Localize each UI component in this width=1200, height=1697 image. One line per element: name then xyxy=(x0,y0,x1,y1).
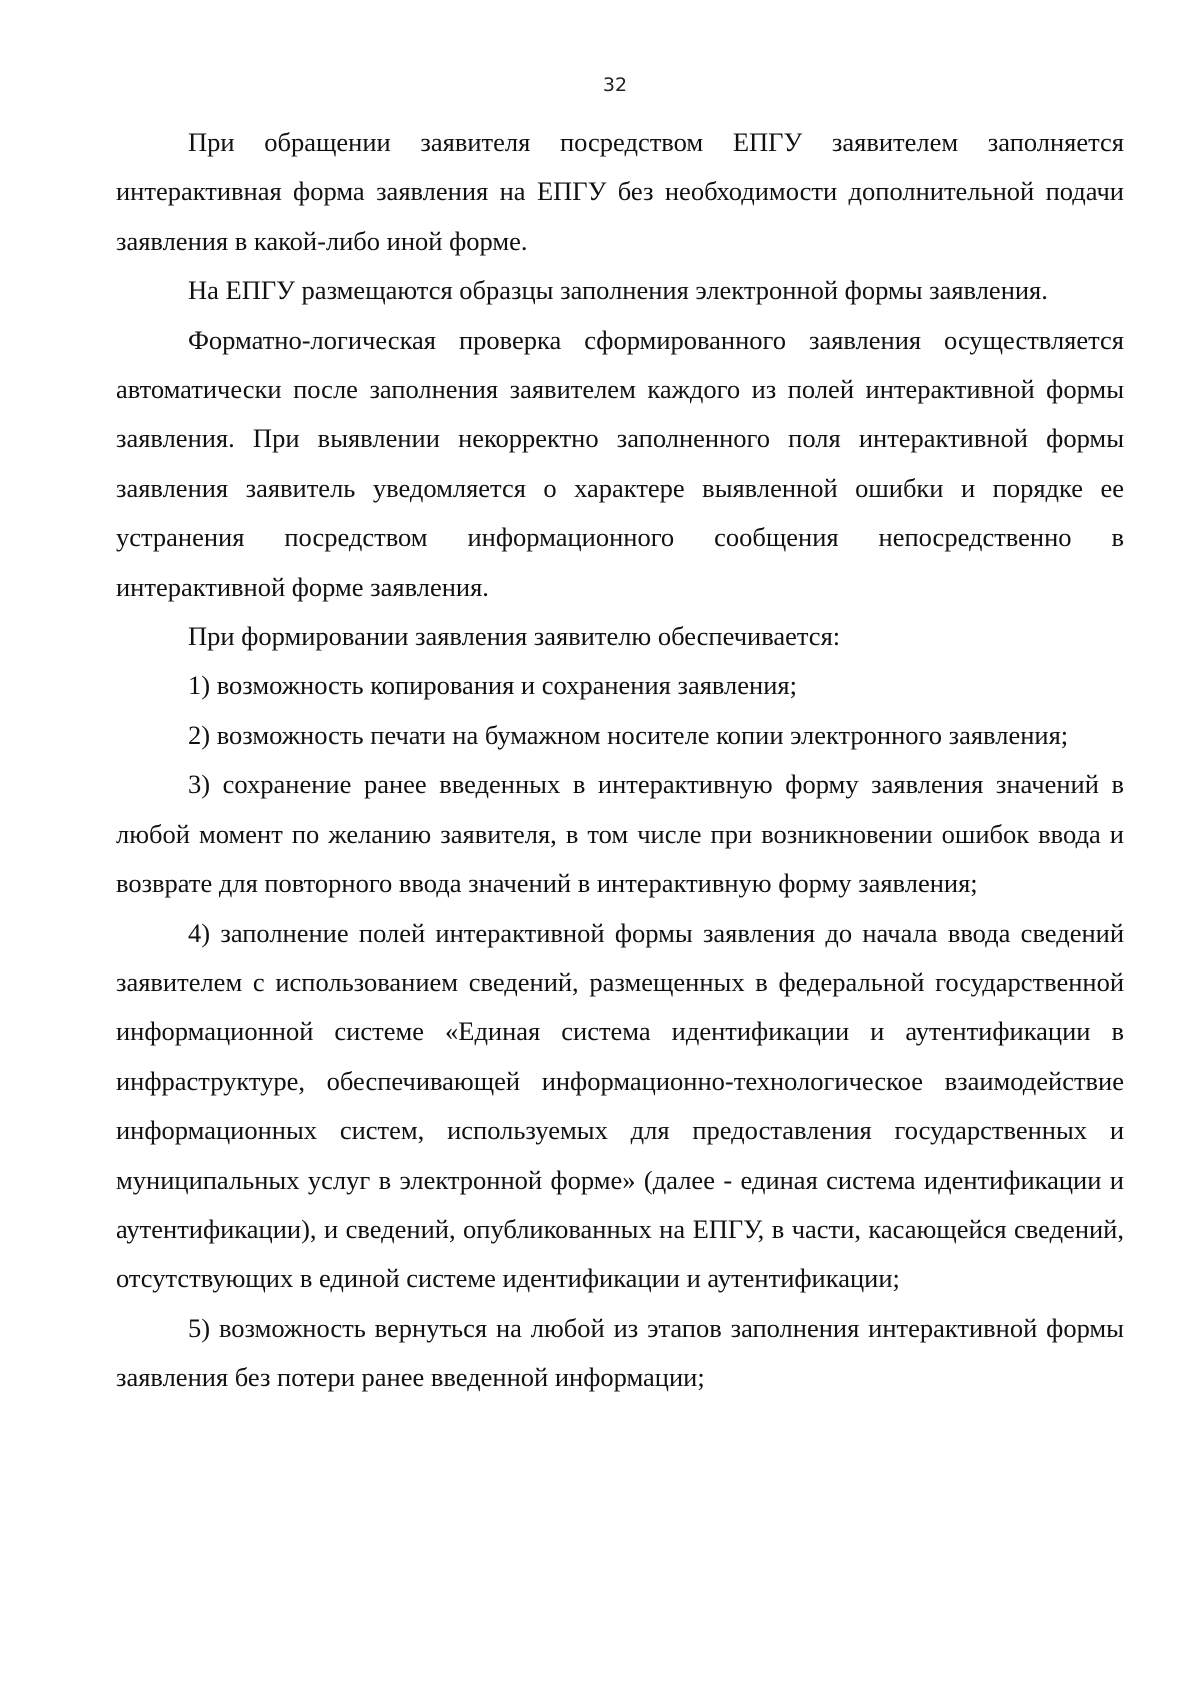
list-item-2-print: 2) возможность печати на бумажном носителе копии электронного заявления; xyxy=(188,719,1069,750)
document-body xyxy=(116,118,1124,1403)
paragraph-format-logic-check: Форматно-логическая проверка сформированного заявления осуществляется автоматически после заполнения заявителем каждого из полей интерактивной формы заявления. При выявлении некорректно заполненного поля интерактивной формы заявления заявитель уведомляется о характере выявленной ошибки и порядке ее устранения посредством информационного сообщения непосредственно в интерактивной форме заявления. xyxy=(116,324,1124,602)
list-item-1-copy-save: 1) возможность копирования и сохранения заявления; xyxy=(188,670,797,701)
paragraph-epgu-interactive-form: При обращении заявителя посредством ЕПГУ заявителем заполняется интерактивная форма заявления на ЕПГУ без необходимости дополнительной подачи заявления в какой-либо иной форме. xyxy=(116,127,1124,256)
paragraph-epgu-samples: На ЕПГУ размещаются образцы заполнения электронной формы заявления. xyxy=(188,275,1048,306)
list-item-5-return-steps: 5) возможность вернуться на любой из этапов заполнения интерактивной формы заявления без потери ранее введенной информации; xyxy=(116,1312,1124,1393)
list-item-3-save-values: 3) сохранение ранее введенных в интерактивную форму заявления значений в любой момент по желанию заявителя, в том числе при возникновении ошибок ввода и возврате для повторного ввода значений в интерактивную форму заявления; xyxy=(116,769,1124,899)
page-number: 32 xyxy=(602,74,628,96)
list-item-4-prefill-esia: 4) заполнение полей интерактивной формы заявления до начала ввода сведений заявителем с использованием сведений, размещенных в федеральной государственной информационной системе «Единая система идентификации и аутентификации в инфраструктуре, обеспечивающей информационно-технологическое взаимодействие информационных систем, используемых для предоставления государственных и муниципальных услуг в электронной форме» (далее - единая система идентификации и аутентификации), и сведений, опубликованных на ЕПГУ, в части, касающейся сведений, отсутствующих в единой системе идентификации и аутентификации; xyxy=(116,917,1124,1294)
paragraph-applicant-provided: При формировании заявления заявителю обеспечивается: xyxy=(188,621,841,652)
